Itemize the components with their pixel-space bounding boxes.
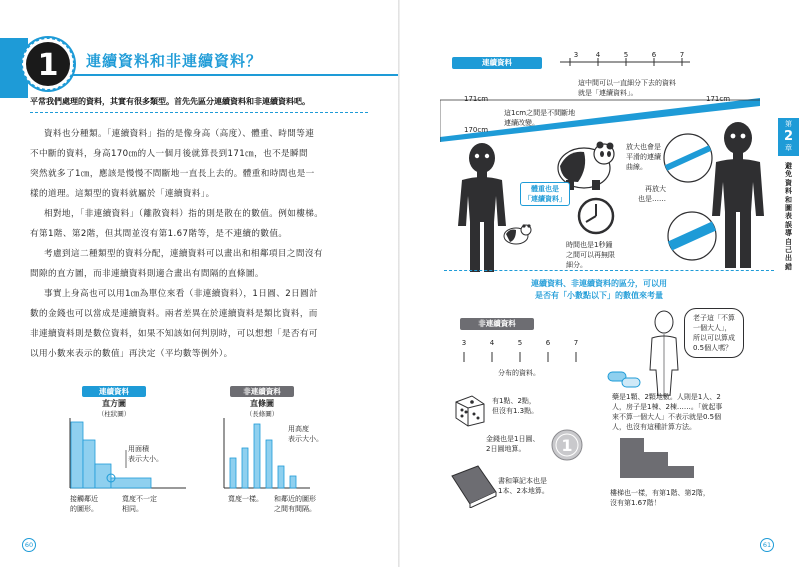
- barchart-tag: 非連續資料: [230, 386, 294, 397]
- barchart-note-gap: 和鄰近的圖形 之間有間隔。: [274, 495, 316, 513]
- discrete-tag: 非連續資料: [460, 318, 534, 330]
- paragraph-1-line: 突然就多了1㎝，應該是慢慢不間斷地一直長上去的。體重和時間也是一: [30, 169, 315, 179]
- histogram-note-touch: 接觸鄰近 的圖形。: [70, 495, 98, 513]
- half-person-icon: [644, 310, 684, 396]
- note-stairs: 樓梯也一樣，有第1階、第2階， 沒有第1.67階！: [610, 489, 710, 507]
- histogram-sub: （柱狀圖）: [97, 410, 131, 418]
- stairs-icon: [618, 434, 698, 480]
- left-page: [0, 0, 399, 567]
- continuous-tag: 連續資料: [452, 57, 542, 69]
- note-time: 時間也是1秒鐘 之間可以再無限 細分。: [566, 241, 615, 269]
- histogram-bar: [71, 422, 83, 488]
- clock-icon: [576, 196, 616, 236]
- intro-divider: [30, 112, 368, 113]
- barchart-bar: [278, 466, 284, 488]
- label-170: 170cm: [464, 126, 489, 134]
- pill-icon: [606, 368, 642, 390]
- body-text: [30, 124, 375, 364]
- paragraph-1-line: 不中斷的資料，身高170㎝的人一個月後就算長到171㎝，也不是瞬間: [30, 149, 309, 159]
- note-divide: 這中間可以一直細分下去的資料 就是「連續資料」。: [578, 79, 676, 97]
- paragraph-4-line: 非連續資料則是數位資料，如果不知該如何判別時，可以想想「是否有可: [30, 329, 318, 339]
- paragraph-4-line: 以用小數來表示的數值」再決定（平均數等例外）。: [30, 349, 233, 359]
- barchart-note-width: 寬度一樣。: [228, 495, 263, 503]
- axis-top-label: 3: [573, 51, 579, 59]
- dice-icon: [450, 392, 486, 428]
- coin-icon: [550, 428, 584, 462]
- note-dice: 有1點、2點， 但沒有1.3點。: [492, 397, 539, 415]
- zoom-circles: [658, 128, 718, 268]
- caption: 連續資料、非連續資料的區分，可以用 是否有「小數點以下」的數值來考量: [531, 279, 667, 300]
- section-title: 連續資料和非連續資料？: [86, 52, 263, 70]
- axis-top-label: 6: [651, 51, 657, 59]
- axis-mid-label: 3: [461, 339, 467, 347]
- histogram-tag: 連續資料: [82, 386, 146, 397]
- barchart-note-height: 用高度 表示大小。: [288, 425, 323, 443]
- paragraph-2-line: 有第1階、第2階，但其間並沒有第1.67階等，是不連續的數值。: [30, 229, 288, 239]
- note-people: 藥是1顆、2顆地數。人則是1人、2 人，房子是1棟、2棟……。「就起事 來不算一個大人」不表示就是0.5個 人，也沒有這種計算方法。: [612, 393, 723, 431]
- section-badge: [0, 22, 80, 102]
- barchart-name: 直條圖: [250, 399, 274, 408]
- coin-label: 1: [561, 436, 573, 455]
- barchart-sub: （長條圖）: [245, 410, 279, 418]
- histogram-bar: [95, 464, 111, 488]
- note-again: 再放大 也是……: [638, 185, 666, 203]
- note-book: 書和筆記本也是 1本、2本地算。: [498, 477, 549, 495]
- baby-panda-icon: [500, 222, 532, 246]
- axis-mid-label: 7: [573, 339, 579, 347]
- chapter-badge: 第 2 章: [778, 118, 799, 156]
- note-spread: 分布的資料。: [498, 369, 540, 377]
- intro-text: 平常我們處理的資料，其實有很多類型。首先先區分連續資料和非連續資料吧。: [30, 97, 310, 106]
- paragraph-4-line: 數的金錢也可以當成是連續資料。兩者差異在於連續資料是類比資料，而: [30, 309, 318, 319]
- axis-mid-label: 6: [545, 339, 551, 347]
- section-number: 1: [37, 48, 59, 83]
- page-number: 61: [760, 538, 774, 552]
- paragraph-2-line: 相對地，「非連續資料」（離散資料）指的則是散在的數值。例如樓梯。: [44, 209, 324, 219]
- caption-divider: [444, 270, 774, 271]
- histogram-bar: [83, 440, 95, 488]
- axis-mid-label: 4: [489, 339, 495, 347]
- page-number: 60: [22, 538, 36, 552]
- histogram-name: 直方圖: [102, 399, 126, 408]
- right-page: [400, 0, 799, 567]
- paragraph-3-line: 間隙的直方圖，而非連續資料則適合畫出有間隔的直條圖。: [30, 269, 264, 279]
- note-zoom: 放大也會是 平滑的連續 曲線。: [626, 143, 661, 171]
- speech-bubble: 老子這「不算 一個大人」， 所以可以算成 0.5個人嗎？: [684, 308, 744, 358]
- person-short: [452, 142, 512, 274]
- axis-top-label: 4: [595, 51, 601, 59]
- barchart-bar: [266, 440, 272, 488]
- axis-top-label: 5: [623, 51, 629, 59]
- paragraph-4-line: 事實上身高也可以用1㎝為單位來看（非連續資料），1日圓、2日圓計: [44, 289, 319, 299]
- barchart-bar: [254, 424, 260, 488]
- book-icon: [448, 462, 500, 508]
- paragraph-1-line: 樣的道理。這類型的資料就屬於「連續資料」。: [30, 189, 215, 199]
- note-1cm: 這1cm之間是不間斷地 連續改變。: [504, 109, 576, 127]
- histogram-note-width: 寬度不一定 相同。: [122, 495, 157, 513]
- paragraph-3-line: 考慮到這二種類型的資料分配，連續資料可以畫出和相鄰項目之間沒有: [44, 249, 323, 259]
- barchart-bar: [230, 458, 236, 488]
- label-171-left: 171cm: [464, 95, 489, 103]
- barchart-bar: [290, 476, 296, 488]
- histogram-bar: [111, 478, 151, 488]
- paragraph-1-line: 資料也分種類。「連續資料」指的是像身高（高度）、體重、時間等連: [44, 129, 315, 139]
- axis-top-label: 7: [679, 51, 685, 59]
- chapter-tab: [778, 118, 799, 271]
- note-weight: 體重也是 「連續資料」: [520, 182, 570, 206]
- axis-mid-label: 5: [517, 339, 523, 347]
- dot-number-line: [456, 346, 596, 366]
- chapter-title: 避 免 資 料 和 圖 表 誤 導 自 己 出 錯: [785, 162, 792, 271]
- note-coin: 金錢也是1日圓、 2日圓地算。: [486, 435, 540, 453]
- barchart-bar: [242, 448, 248, 488]
- histogram-note-area: 用面積 表示大小。: [128, 445, 163, 463]
- label-171-right: 171cm: [706, 95, 731, 103]
